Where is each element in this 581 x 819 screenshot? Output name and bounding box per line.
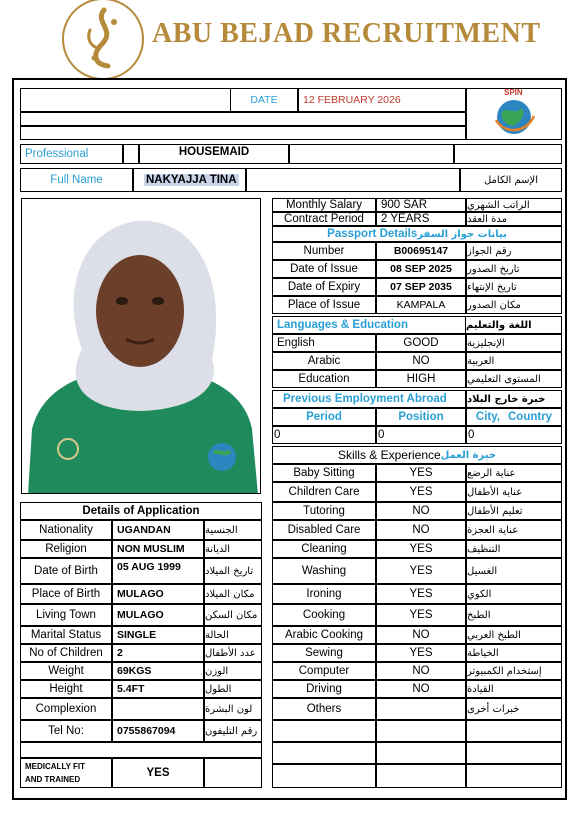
app-row-ar: الوزن [204, 662, 262, 680]
language-value: GOOD [376, 334, 466, 352]
passport-ar: رقم الجواز [466, 242, 562, 260]
spin-globe-icon [484, 90, 544, 138]
app-row-label: Date of Birth [20, 558, 112, 584]
blank-row [20, 112, 466, 126]
passport-title-ar: بيانات جواز السفر [417, 228, 507, 240]
app-row-label: Weight [20, 662, 112, 680]
skill-label: Sewing [272, 644, 376, 662]
full-name-value-cell [133, 168, 246, 192]
app-row-ar: عدد الأطفال [204, 644, 262, 662]
skills-title-ar: خبرة العمل [440, 449, 497, 461]
medical-value: YES [112, 758, 204, 788]
app-row-ar: الجنسية [204, 520, 262, 540]
app-row-ar: لون البشرة [204, 698, 262, 720]
skill-value: YES [376, 540, 466, 558]
app-row-ar: مكان السكن [204, 604, 262, 626]
contract-ar: مدة العقد [466, 212, 562, 226]
app-row-ar: تاريخ الميلاد [204, 558, 262, 584]
medical-label-line1: MEDICALLY FIT [25, 762, 86, 771]
skill-value: NO [376, 626, 466, 644]
skill-value: NO [376, 680, 466, 698]
skill-label: Cooking [272, 604, 376, 626]
app-row-value [112, 698, 204, 720]
languages-title: Languages & Education [272, 316, 466, 334]
skill-ar: خبرات أخرى [466, 698, 562, 720]
language-label: Education [272, 370, 376, 388]
skills-title: Skills & Experience [337, 448, 441, 462]
medical-label-line2: AND TRAINED [25, 775, 81, 784]
employment-title: Previous Employment Abroad [272, 390, 466, 408]
skill-value: NO [376, 662, 466, 680]
contract-ar: الراتب الشهري [466, 198, 562, 212]
passport-label: Date of Issue [272, 260, 376, 278]
skill-ar: تعليم الأطفال [466, 502, 562, 520]
app-row-label: Height [20, 680, 112, 698]
skill-ar: الخياطة [466, 644, 562, 662]
skill-ar: عناية الأطفال [466, 482, 562, 502]
app-row-label: No of Children [20, 644, 112, 662]
app-row-value: 0755867094 [112, 720, 204, 742]
passport-title: Passport Details [327, 228, 418, 240]
skill-ar: الطبخ [466, 604, 562, 626]
contract-value: 2 YEARS [376, 212, 466, 226]
blank-cell [466, 742, 562, 764]
blank-cell [376, 742, 466, 764]
employment-col-position: Position [376, 408, 466, 426]
skill-ar: عناية الرضع [466, 464, 562, 482]
app-row-value: UGANDAN [112, 520, 204, 540]
calligraphy-logo-icon [64, 0, 142, 78]
app-row-label: Living Town [20, 604, 112, 626]
skill-value: NO [376, 520, 466, 540]
blank-cell [454, 144, 562, 164]
languages-title-ar: اللغة والتعليم [466, 316, 562, 334]
skill-label: Children Care [272, 482, 376, 502]
app-row-ar: مكان الميلاد [204, 584, 262, 604]
professional-value: HOUSEMAID [139, 144, 289, 164]
passport-ar: مكان الصدور [466, 296, 562, 314]
app-row-label: Religion [20, 540, 112, 558]
app-row-ar: رقم التليفون [204, 720, 262, 742]
blank-cell [272, 764, 376, 788]
app-row-value: SINGLE [112, 626, 204, 644]
date-value: 12 FEBRUARY 2026 [298, 88, 466, 112]
blank-cell [376, 764, 466, 788]
app-row-label: Marital Status [20, 626, 112, 644]
skill-value: NO [376, 502, 466, 520]
date-label: DATE [230, 88, 298, 112]
col-city: City, [475, 411, 500, 423]
contract-label: Contract Period [272, 212, 376, 226]
passport-value: KAMPALA [376, 296, 466, 314]
full-name-label: Full Name [20, 168, 133, 192]
passport-value: 07 SEP 2035 [376, 278, 466, 296]
blank-row [20, 742, 262, 758]
app-row-label: Complexion [20, 698, 112, 720]
language-value: NO [376, 352, 466, 370]
passport-value: B00695147 [376, 242, 466, 260]
professional-label: Professional [20, 144, 123, 164]
skill-label: Tutoring [272, 502, 376, 520]
applicant-portrait-image [22, 199, 261, 494]
passport-ar: تاريخ الإنتهاء [466, 278, 562, 296]
skill-label: Ironing [272, 584, 376, 604]
col-country: Country [507, 411, 553, 423]
employment-col-city-country [466, 408, 562, 426]
skill-ar: الغسيل [466, 558, 562, 584]
blank-row [20, 126, 466, 140]
passport-value: 08 SEP 2025 [376, 260, 466, 278]
skill-label: Driving [272, 680, 376, 698]
blank-cell [466, 720, 562, 742]
skill-value: YES [376, 558, 466, 584]
blank-cell [272, 742, 376, 764]
blank-cell [289, 144, 454, 164]
blank-cell [466, 764, 562, 788]
skill-value: YES [376, 464, 466, 482]
app-row-value: MULAGO [112, 604, 204, 626]
skill-label: Washing [272, 558, 376, 584]
app-row-value: MULAGO [112, 584, 204, 604]
blank-cell [123, 144, 139, 164]
app-row-value: NON MUSLIM [112, 540, 204, 558]
employment-cell: 0 [376, 426, 466, 444]
app-row-label: Place of Birth [20, 584, 112, 604]
app-row-label: Nationality [20, 520, 112, 540]
language-label: Arabic [272, 352, 376, 370]
employment-cell: 0 [466, 426, 562, 444]
passport-label: Number [272, 242, 376, 260]
skill-label: Baby Sitting [272, 464, 376, 482]
application-title: Details of Application [20, 502, 262, 520]
skills-title-row [272, 446, 562, 464]
app-row-value: 05 AUG 1999 [112, 558, 204, 584]
language-ar: العربية [466, 352, 562, 370]
medical-label [20, 758, 112, 788]
skill-value: YES [376, 584, 466, 604]
skill-ar: إستخدام الكمبيوتر [466, 662, 562, 680]
app-row-label: Tel No: [20, 720, 112, 742]
skill-label: Computer [272, 662, 376, 680]
skill-label: Arabic Cooking [272, 626, 376, 644]
skill-ar: الطبخ العربي [466, 626, 562, 644]
blank-cell [246, 168, 460, 192]
employment-title-ar: خبرة خارج البلاد [466, 390, 562, 408]
language-ar: الإنجليزية [466, 334, 562, 352]
employment-cell: 0 [272, 426, 376, 444]
skill-value [376, 698, 466, 720]
language-label: English [272, 334, 376, 352]
skill-ar: القيادة [466, 680, 562, 698]
app-row-value: 2 [112, 644, 204, 662]
contract-value: 900 SAR [376, 198, 466, 212]
passport-label: Date of Expiry [272, 278, 376, 296]
skill-ar: التنظيف [466, 540, 562, 558]
language-ar: المستوى التعليمي [466, 370, 562, 388]
full-name-ar: الإسم الكامل [460, 168, 562, 192]
skill-ar: عناية العجزة [466, 520, 562, 540]
language-value: HIGH [376, 370, 466, 388]
company-logo [62, 0, 144, 80]
passport-ar: تاريخ الصدور [466, 260, 562, 278]
passport-title-row [272, 226, 562, 242]
employment-col-period: Period [272, 408, 376, 426]
app-row-ar: الحالة [204, 626, 262, 644]
applicant-photo [21, 198, 261, 494]
app-row-value: 5.4FT [112, 680, 204, 698]
skill-value: YES [376, 604, 466, 626]
app-row-value: 69KGS [112, 662, 204, 680]
skill-label: Cleaning [272, 540, 376, 558]
spin-text: SPIN [504, 88, 523, 97]
blank-cell [376, 720, 466, 742]
passport-label: Place of Issue [272, 296, 376, 314]
skill-value: YES [376, 644, 466, 662]
contract-label: Monthly Salary [272, 198, 376, 212]
app-row-ar: الطول [204, 680, 262, 698]
blank-cell [272, 720, 376, 742]
skill-label: Disabled Care [272, 520, 376, 540]
blank-cell [204, 758, 262, 788]
app-row-ar: الديانة [204, 540, 262, 558]
company-name: ABU BEJAD RECRUITMENT [152, 18, 541, 49]
full-name-value: NAKYAJJA TINA [146, 174, 237, 186]
skill-value: YES [376, 482, 466, 502]
skill-label: Others [272, 698, 376, 720]
skill-ar: الكوي [466, 584, 562, 604]
